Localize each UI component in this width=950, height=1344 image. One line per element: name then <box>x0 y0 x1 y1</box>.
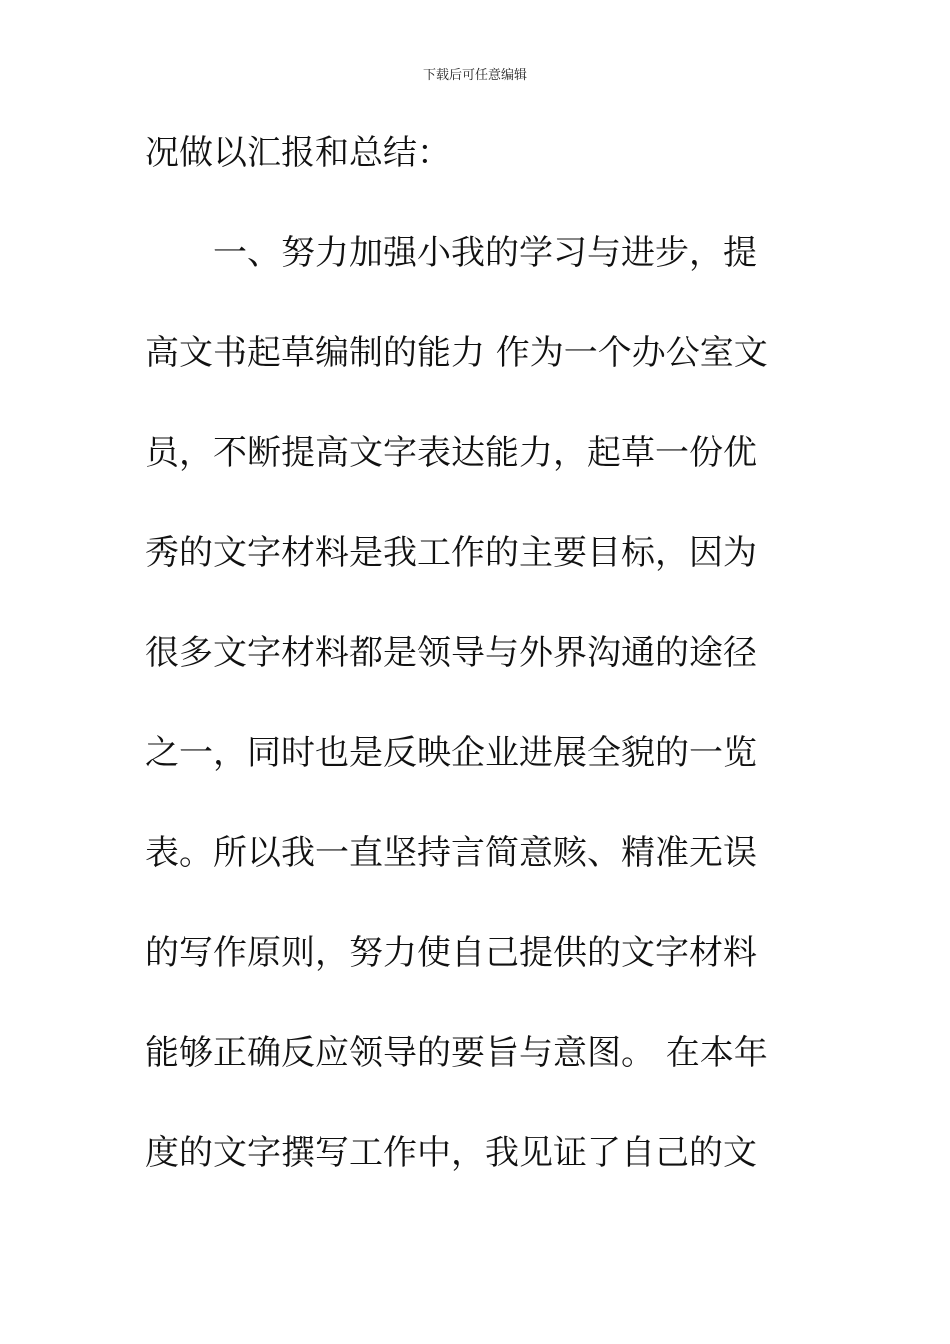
text-line: 秀的文字材料是我工作的主要目标，因为 <box>145 533 757 573</box>
text-line: 的写作原则，努力使自己提供的文字材料 <box>145 933 757 973</box>
text-line: 员，不断提高文字表达能力，起草一份优 <box>145 433 757 473</box>
text-line: 一、努力加强小我的学习与进步，提 <box>145 233 757 273</box>
text-line: 度的文字撰写工作中，我见证了自己的文 <box>145 1133 757 1173</box>
page-header: 下载后可任意编辑 <box>422 68 527 83</box>
text-line: 很多文字材料都是领导与外界沟通的途径 <box>145 633 757 673</box>
text-line: 况做以汇报和总结： <box>145 133 451 173</box>
text-line: 能够正确反应领导的要旨与意图。 在本年 <box>145 1033 768 1073</box>
text-line: 之一，同时也是反映企业进展全貌的一览 <box>145 733 757 773</box>
text-line: 高文书起草编制的能力 作为一个办公室文 <box>145 333 768 373</box>
text-line: 表。所以我一直坚持言简意赅、精准无误 <box>145 833 757 873</box>
